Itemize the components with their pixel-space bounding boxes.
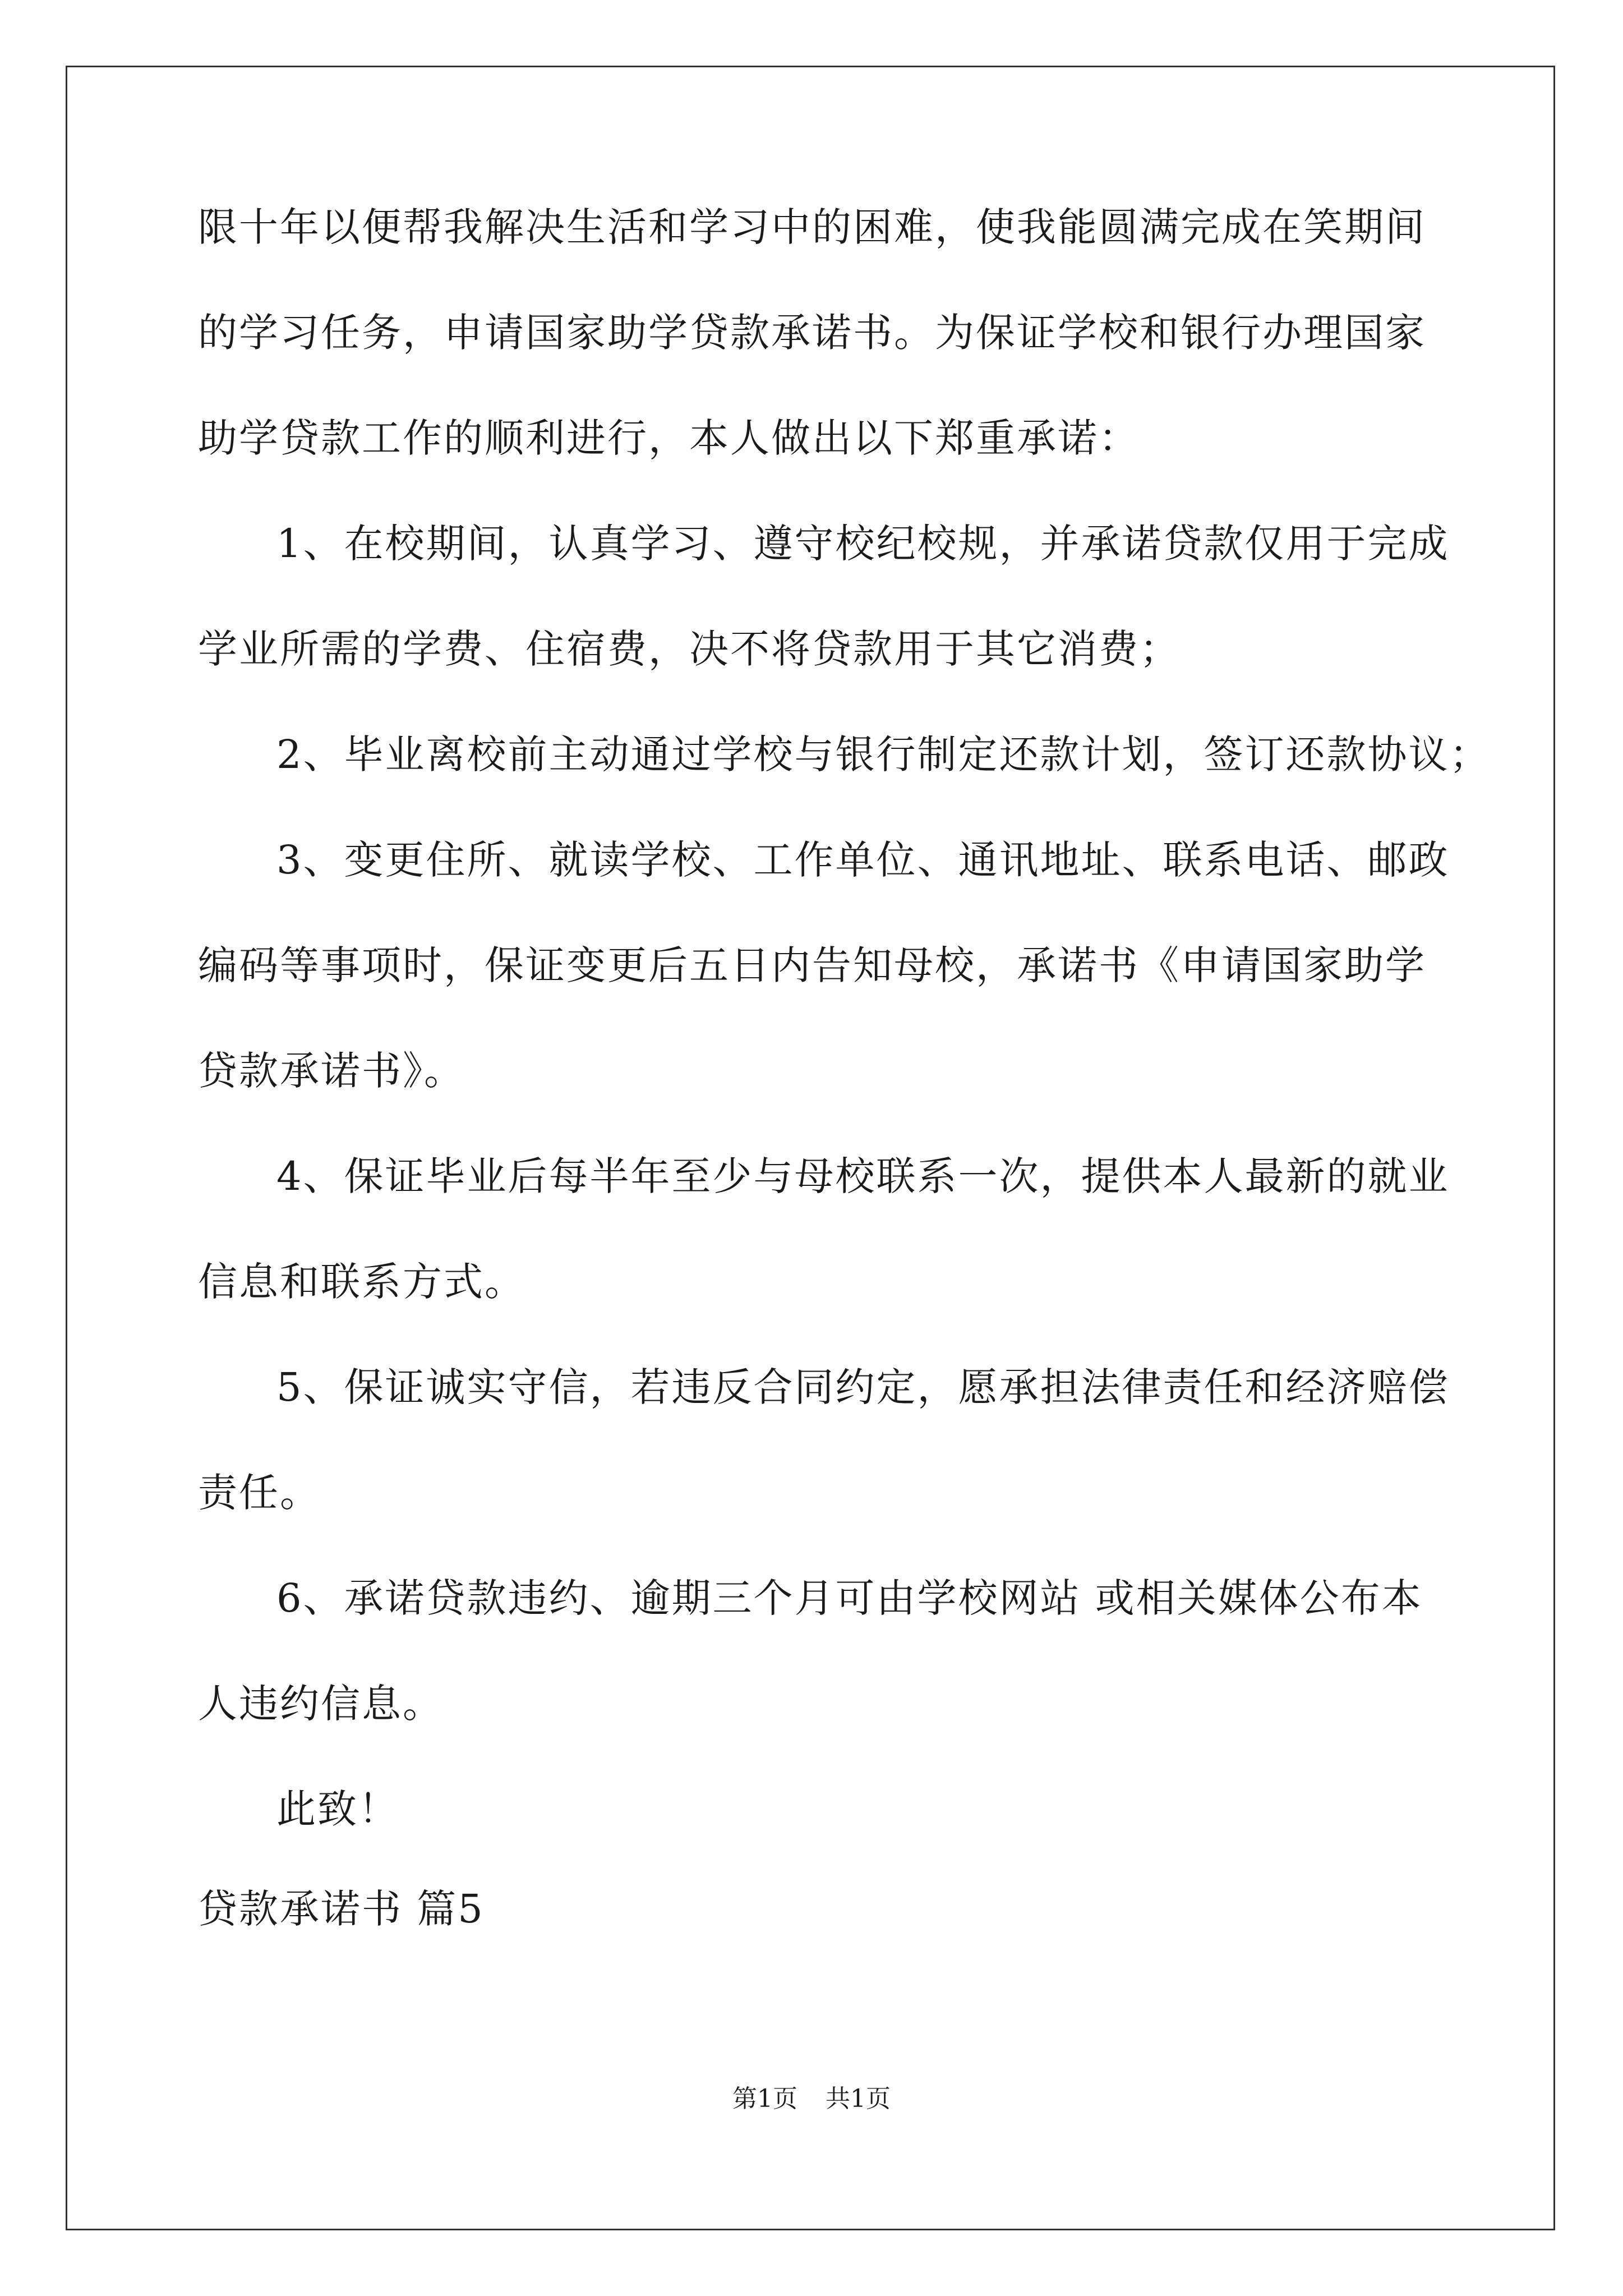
closing-line: 此致！	[276, 1786, 399, 1832]
body-line: 3、变更住所、就读学校、工作单位、通讯地址、联系电话、邮政	[276, 837, 1450, 883]
body-line: 贷款承诺书》。	[198, 1048, 465, 1094]
body-line: 学业所需的学费、住宿费，决不将贷款用于其它消费；	[198, 626, 1181, 672]
body-line: 信息和联系方式。	[198, 1259, 525, 1305]
body-line: 2、毕业离校前主动通过学校与银行制定还款计划，签订还款协议；	[276, 731, 1491, 777]
page-number: 第1页	[732, 2085, 797, 2113]
page-total: 共1页	[826, 2085, 891, 2113]
body-line: 责任。	[198, 1470, 321, 1516]
body-line: 5、保证诚实守信，若违反合同约定，愿承担法律责任和经济赔偿	[276, 1364, 1450, 1410]
section-heading: 贷款承诺书 篇5	[198, 1886, 485, 1932]
body-line: 人违约信息。	[198, 1681, 444, 1727]
body-line: 的学习任务，申请国家助学贷款承诺书。为保证学校和银行办理国家	[198, 310, 1426, 356]
body-line: 4、保证毕业后每半年至少与母校联系一次，提供本人最新的就业	[276, 1153, 1450, 1199]
body-line: 助学贷款工作的顺利进行，本人做出以下郑重承诺：	[198, 415, 1140, 461]
page-footer	[0, 2082, 1623, 2116]
body-line: 限十年以便帮我解决生活和学习中的困难，使我能圆满完成在笑期间	[198, 204, 1426, 250]
body-line: 1、在校期间，认真学习、遵守校纪校规，并承诺贷款仅用于完成	[276, 521, 1450, 567]
body-line: 6、承诺贷款违约、逾期三个月可由学校网站 或相关媒体公布本	[276, 1575, 1423, 1621]
body-line: 编码等事项时，保证变更后五日内告知母校，承诺书《申请国家助学	[198, 942, 1426, 988]
